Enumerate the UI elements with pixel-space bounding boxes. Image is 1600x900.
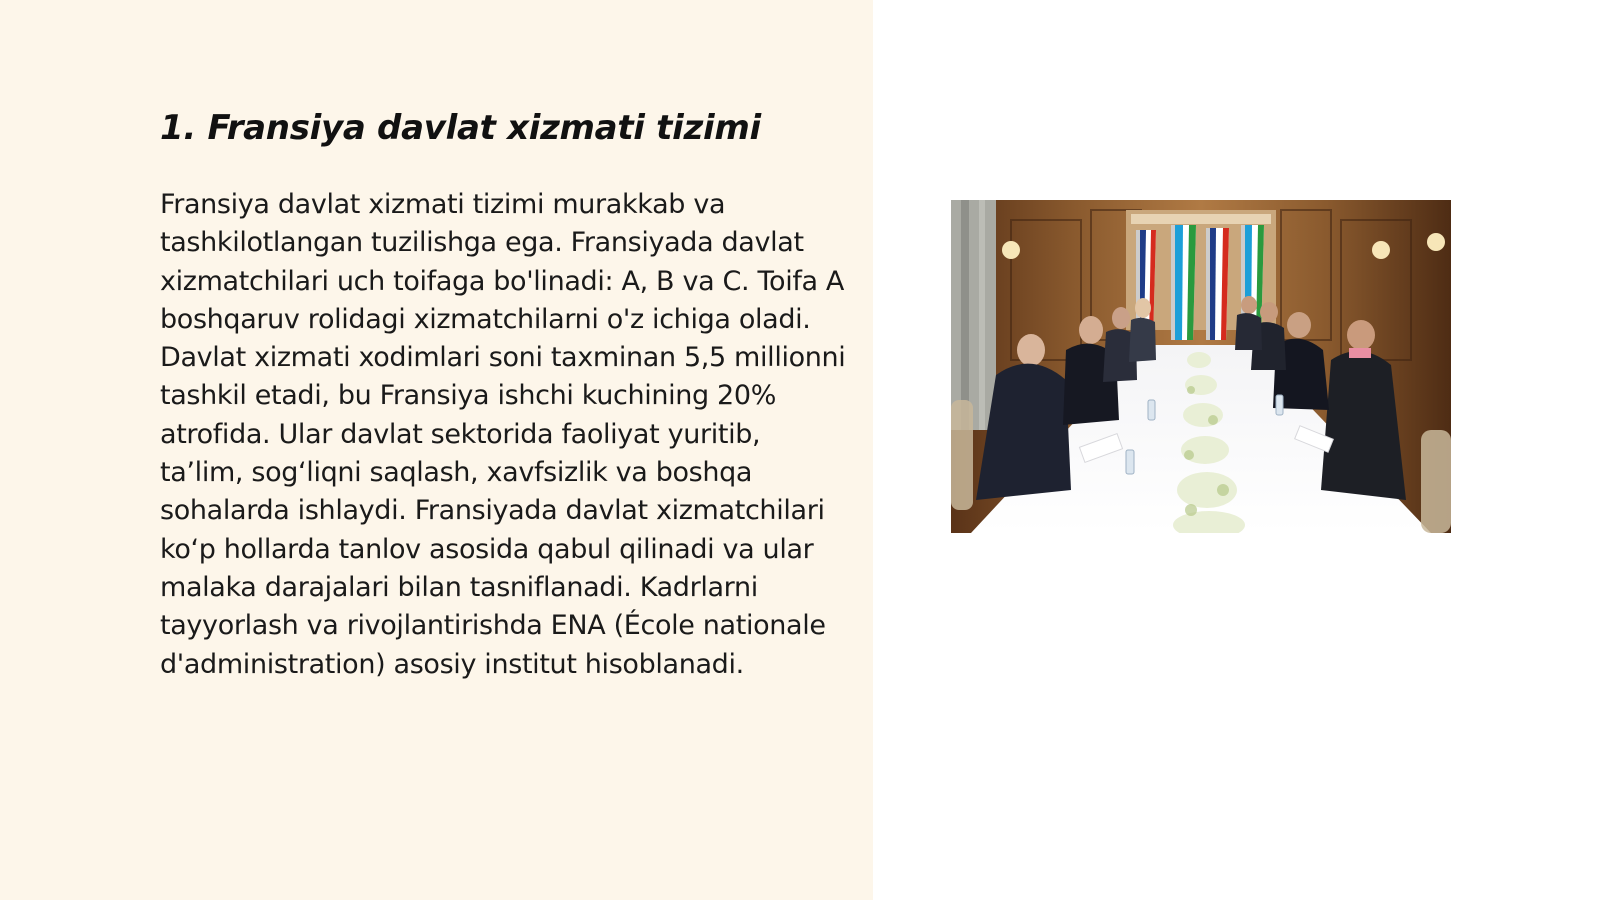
- slide-body-text: Fransiya davlat xizmati tizimi murakkab va tashkilotlangan tuzilishga ega. Fransiyada davlat xizmatchilari uch toifaga bo'linadi: A, B va C. Toifa A boshqaruv rolidagi xizmatchilarni o'z ichiga oladi. Davlat xizmati xodimlari soni taxminan 5,5 millionni tashkil etadi, bu Fransiya ishchi kuchining 20% atrofida. Ular davlat sektorida faoliyat yuritib, ta’lim, sog‘liqni saqlash, xavfsizlik va boshqa sohalarda ishlaydi. Fransiyada davlat xizmatchilari ko‘p hollarda tanlov asosida qabul qilinadi va ular malaka darajalari bilan tasniflanadi. Kadrlarni tayyorlash va rivojlantirishda ENA (École nationale d'administration) asosiy institut hisoblanadi.: [160, 189, 846, 680]
- slide-title: 1. Fransiya davlat xizmati tizimi: [160, 108, 761, 148]
- meeting-photo: [951, 200, 1451, 533]
